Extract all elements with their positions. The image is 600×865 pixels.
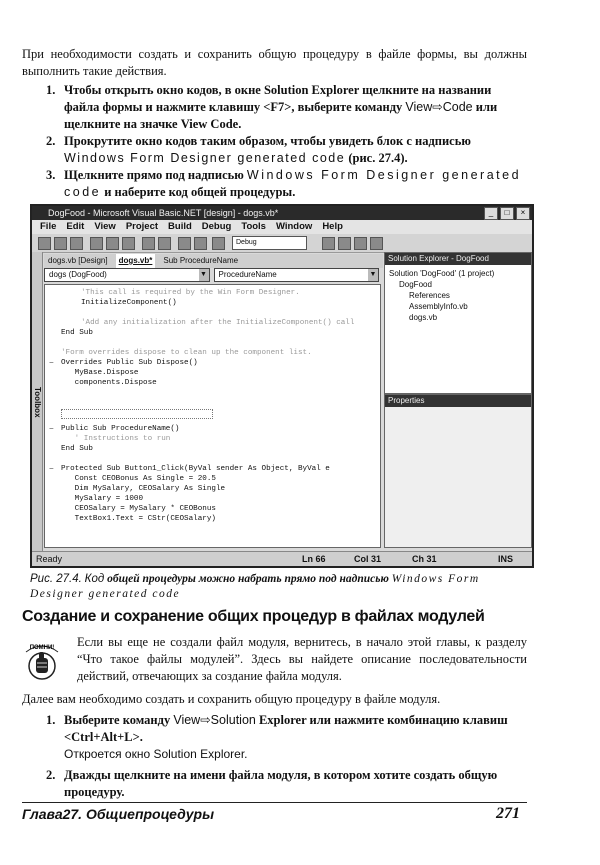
method-select-value: ProcedureName: [218, 270, 277, 279]
toolbox-tab[interactable]: Toolbox: [32, 252, 43, 552]
method-select[interactable]: [214, 268, 380, 282]
step-text: Дважды щелкните на имени файла модуля, в котором хотите создать общую процедуру.: [64, 768, 498, 799]
navigate-back-icon[interactable]: [178, 237, 191, 250]
code-line: Public Sub ProcedureName(): [61, 425, 180, 433]
collapse-icon[interactable]: −: [49, 464, 54, 473]
close-icon[interactable]: ×: [516, 207, 530, 220]
page-number: 271: [496, 805, 520, 822]
code-line: 'This call is required by the Win Form Designer.: [81, 289, 300, 297]
solution-tree: [385, 265, 531, 326]
properties-title: Properties: [385, 395, 531, 407]
code-line: components.Dispose: [61, 379, 157, 387]
step-number: 1.: [46, 83, 56, 97]
code-line: Dim MySalary, CEOSalary As Single: [61, 485, 226, 493]
reminder-icon-label: ПОМНИ!: [29, 645, 55, 651]
menu-view[interactable]: View: [94, 221, 116, 232]
step-1: [46, 82, 527, 133]
chevron-down-icon: ▼: [368, 269, 378, 281]
menu-tools[interactable]: Tools: [241, 221, 266, 232]
solution-explorer-panel: [384, 252, 532, 394]
collapse-icon[interactable]: −: [49, 358, 54, 367]
solution-explorer-icon[interactable]: [338, 237, 351, 250]
ide-screenshot: [30, 204, 534, 568]
new-project-icon[interactable]: [38, 237, 51, 250]
step-text: Прокрутите окно кодов таким образом, чтобы увидеть блок с надписью: [64, 134, 471, 148]
footer-divider: [22, 802, 527, 803]
solution-config-select[interactable]: Debug: [232, 236, 307, 250]
step-result: Откроется окно Solution Explorer.: [64, 747, 248, 761]
code-line: ' Instructions to run: [61, 435, 171, 443]
navigate-forward-icon[interactable]: [194, 237, 207, 250]
reminder-icon: [22, 638, 62, 684]
status-column: Col 31: [354, 554, 382, 564]
solution-explorer-title: Solution Explorer - DogFood: [385, 253, 531, 265]
paste-icon[interactable]: [122, 237, 135, 250]
menu-command: View⇨Code: [405, 100, 473, 114]
code-line: 'Form overrides dispose to clean up the component list.: [61, 349, 312, 357]
find-icon[interactable]: [322, 237, 335, 250]
caption-label: Рис. 27.4.: [30, 573, 82, 585]
toolbox-icon[interactable]: [370, 237, 383, 250]
code-line: TextBox1.Text = CStr(CEOSalary): [61, 515, 216, 523]
region-marker: [61, 409, 213, 419]
step-text: Чтобы открыть окно кодов, в окне Solution Explorer щелкните на названии файла формы и нажмите клавишу <F7>, выберите команду: [64, 83, 492, 114]
code-line: 'Add any initialization after the InitializeComponent() call: [81, 319, 355, 327]
step-text-end: или щелкните на значке View Code.: [64, 100, 498, 131]
tree-item-assemblyinfo[interactable]: AssemblyInfo.vb: [409, 302, 468, 311]
code-line: MySalary = 1000: [61, 495, 144, 503]
code-line: End Sub: [61, 445, 93, 453]
code-line: InitializeComponent(): [81, 299, 177, 307]
class-select[interactable]: [44, 268, 210, 282]
caption-text: общей процедуры можно набрать прямо под надписью: [104, 573, 392, 585]
step-3: [46, 167, 527, 201]
open-icon[interactable]: [54, 237, 67, 250]
menu-project[interactable]: Project: [125, 221, 159, 232]
window-titlebar: [32, 206, 532, 220]
status-bar: [32, 551, 532, 566]
undo-icon[interactable]: [142, 237, 155, 250]
tab-procedure[interactable]: Sub ProcedureName: [163, 256, 239, 265]
step-text-end: (рис. 27.4).: [345, 151, 408, 165]
code-line: Overrides Public Sub Dispose(): [61, 359, 198, 367]
module-step-1: [46, 712, 527, 746]
section-heading: Создание и сохранение общих процедур в файлах модулей: [22, 608, 485, 625]
status-ready: Ready: [36, 554, 63, 564]
menu-bar: [32, 220, 532, 234]
start-icon[interactable]: [212, 237, 225, 250]
step-text: Выберите команду: [64, 713, 174, 727]
code-line: CEOSalary = MySalary * CEOBonus: [61, 505, 216, 513]
menu-edit[interactable]: Edit: [66, 221, 85, 232]
tab-code[interactable]: dogs.vb*: [116, 254, 156, 268]
step-number: 2.: [46, 768, 56, 782]
menu-file[interactable]: File: [40, 221, 57, 232]
menu-build[interactable]: Build: [168, 221, 192, 232]
menu-window[interactable]: Window: [275, 221, 313, 232]
tree-item-project[interactable]: DogFood: [399, 280, 432, 289]
code-label: Windows Form Designer generated code: [64, 168, 522, 199]
step-number: 2.: [46, 134, 56, 148]
code-line: MyBase.Dispose: [61, 369, 139, 377]
step-text: Щелкните прямо под надписью: [64, 168, 247, 182]
module-step-2: [46, 767, 527, 801]
code-navigation: [44, 268, 379, 282]
code-line: End Sub: [61, 329, 93, 337]
step-text-end: и наберите код общей процедуры.: [101, 185, 296, 199]
note-paragraph: Если вы еще не создали файл модуля, вернитесь, в начало этой главы, к разделу “Что такое файлы модулей”. Здесь вы найдете описание последовательности действий, отвечающих за создание файла модуля.: [77, 635, 527, 683]
menu-debug[interactable]: Debug: [201, 221, 232, 232]
tree-item-dogs[interactable]: dogs.vb: [409, 313, 438, 322]
cut-icon[interactable]: [90, 237, 103, 250]
menu-command: View⇨Solution: [173, 713, 256, 727]
step-text-end: Explorer или нажмите комбинацию клавиш <Ctrl+Alt+L>.: [64, 713, 508, 744]
caption-code: Windows Form Designer generated code: [30, 573, 480, 600]
class-select-value: dogs (DogFood): [49, 270, 107, 279]
status-char: Ch 31: [412, 554, 437, 564]
caption-word: Код: [84, 573, 105, 585]
tree-item-solution[interactable]: Solution 'DogFood' (1 project): [389, 269, 495, 278]
tree-item-references[interactable]: References: [409, 291, 450, 300]
properties-panel: [384, 394, 532, 548]
maximize-icon[interactable]: □: [500, 207, 514, 220]
window-title: DogFood - Microsoft Visual Basic.NET [design] - dogs.vb*: [48, 208, 279, 218]
code-label: Windows Form Designer generated code: [64, 151, 346, 165]
copy-icon[interactable]: [106, 237, 119, 250]
intro-paragraph: При необходимости создать и сохранить общую процедуру в файле формы, вы должны выполнить такие действия.: [22, 47, 527, 78]
chapter-title: Глава27. Общиепроцедуры: [22, 806, 215, 822]
status-mode: INS: [498, 554, 514, 564]
code-editor[interactable]: [44, 284, 381, 548]
properties-icon[interactable]: [354, 237, 367, 250]
collapse-icon[interactable]: −: [49, 424, 54, 433]
tab-design[interactable]: dogs.vb [Design]: [48, 256, 108, 265]
step-number: 3.: [46, 168, 56, 182]
step-2: [46, 133, 527, 167]
figure-caption: [30, 572, 530, 602]
redo-icon[interactable]: [158, 237, 171, 250]
minimize-icon[interactable]: _: [484, 207, 498, 220]
toolbar: [32, 234, 532, 253]
code-line: Const CEOBonus As Single = 20.5: [61, 475, 216, 483]
chevron-down-icon: ▼: [199, 269, 209, 281]
menu-help[interactable]: Help: [322, 221, 343, 232]
step-number: 1.: [46, 713, 56, 727]
editor-tabs: [44, 254, 383, 268]
code-line: Protected Sub Button1_Click(ByVal sender As Object, ByVal e: [61, 465, 330, 473]
status-line: Ln 66: [302, 554, 326, 564]
save-icon[interactable]: [70, 237, 83, 250]
body-paragraph: Далее вам необходимо создать и сохранить общую процедуру в файле модуля.: [22, 692, 441, 706]
